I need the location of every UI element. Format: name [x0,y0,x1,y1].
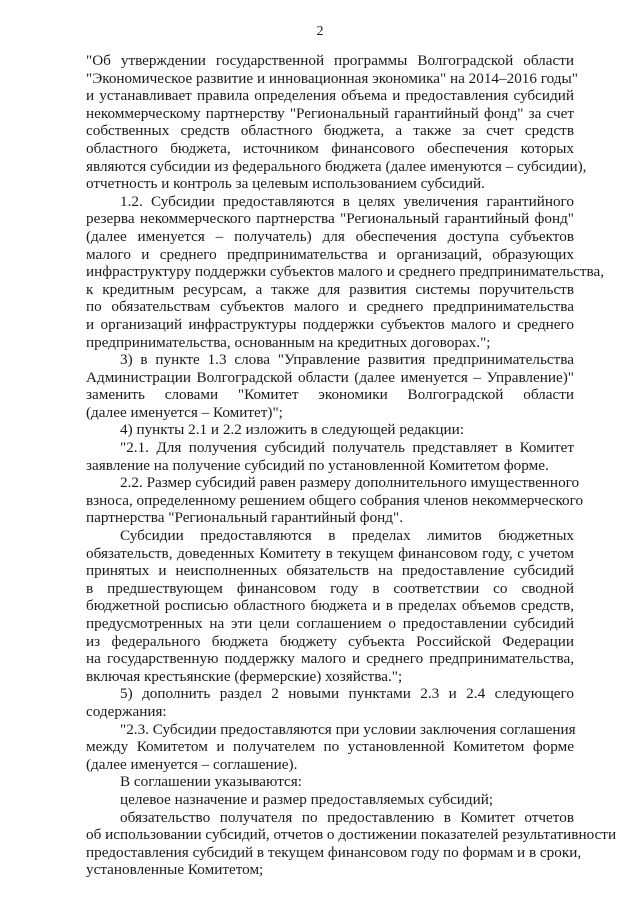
text-line: содержания: [86,702,167,720]
text-line: являются субсидии из федерального бюджета (далее именуются – субсидии), [86,157,587,175]
text-line: взноса, определенному решением общего собрания членов некоммерческого [86,491,584,509]
text-line: областного бюджета, источником финансового обеспечения которых [86,139,574,157]
text-line: между Комитетом и получателем по установленной Комитетом форме [86,738,574,756]
text-line: инфраструктуру поддержки субъектов малого и среднего предпринимательства, [86,263,605,281]
text-line: и организаций инфраструктуры поддержки субъектов малого и среднего [86,315,574,333]
text-line: Администрации Волгоградской области (далее именуется – Управление)" [86,368,574,386]
text-line: 5) дополнить раздел 2 новыми пунктами 2.3 и 2.4 следующего [120,685,574,703]
text-line: предпринимательства, основанным на кредитных договорах."; [86,333,491,351]
text-line: 3) в пункте 1.3 слова "Управление развития предпринимательства [120,351,574,369]
text-line: к кредитным ресурсам, а также для развития системы поручительств [86,280,574,298]
text-line: из федерального бюджета бюджету субъекта Российской Федерации [86,632,574,650]
text-line: "2.1. Для получения субсидий получатель представляет в Комитет [120,439,574,457]
text-line: предусмотренных на эти цели соглашением о предоставлении субсидий [86,615,574,632]
text-line: в предшествующем финансовом году в соответствии со сводной [86,579,574,597]
text-line: партнерства "Региональный гарантийный фонд". [86,509,404,527]
text-line: об использовании субсидий, отчетов о достижении показателей результативности [86,826,617,844]
text-line: заявление на получение субсидий по установленной Комитетом форме. [86,456,549,474]
text-line: принятых и неисполненных обязательств на предоставление субсидий [86,562,574,580]
text-line: заменить словами "Комитет экономики Волгоградской области [86,386,574,404]
text-line: "Об утверждении государственной программы Волгоградской области [86,52,574,69]
text-line: 4) пункты 2.1 и 2.2 изложить в следующей редакции: [120,421,464,439]
text-line: некоммерческому партнерству "Региональный гарантийный фонд" за счет [86,104,574,122]
text-line: по обязательствам субъектов малого и среднего предпринимательства [86,298,574,316]
text-line: предоставления субсидий в текущем финансовом году по формам и в сроки, [86,843,582,861]
text-line: обязательств, доведенных Комитету в текущем финансовом году, с учетом [86,544,574,562]
text-line: бюджетной росписью областного бюджета и в пределах объемов средств, [86,597,574,615]
page-number: 2 [316,24,324,39]
text-line: целевое назначение и размер предоставляемых субсидий; [120,790,494,808]
text-line: "2.3. Субсидии предоставляются при условии заключения соглашения [120,720,576,738]
text-line: (далее именуется – соглашение). [86,755,298,773]
text-line: отчетность и контроль за целевым использованием субсидий. [86,175,485,193]
text-line: Субсидии предоставляются в пределах лимитов бюджетных [120,527,574,545]
text-line: установленные Комитетом; [86,861,264,879]
text-line: на государственную поддержку малого и среднего предпринимательства, [86,650,574,668]
text-line: (далее именуется – получатель) для обеспечения доступа субъектов [86,227,574,245]
text-line: обязательство получателя по предоставлению в Комитет отчетов [120,808,574,826]
document-body [86,52,617,879]
text-line: собственных средств областного бюджета, а также за счет средств [86,122,574,140]
text-line: и устанавливает правила определения объема и предоставления субсидий [86,87,574,105]
text-line: 2.2. Размер субсидий равен размеру дополнительного имущественного [120,474,580,492]
text-line: резерва некоммерческого партнерства "Региональный гарантийный фонд" [86,210,574,228]
text-line: "Экономическое развитие и инновационная экономика" на 2014–2016 годы" [86,69,578,87]
text-line: (далее именуется – Комитет)"; [86,403,283,421]
text-line: В соглашении указываются: [120,773,302,791]
text-line: включая крестьянские (фермерские) хозяйства."; [86,667,403,685]
text-line: 1.2. Субсидии предоставляются в целях увеличения гарантийного [120,192,574,210]
text-line: малого и среднего предпринимательства и организаций, образующих [86,245,574,263]
